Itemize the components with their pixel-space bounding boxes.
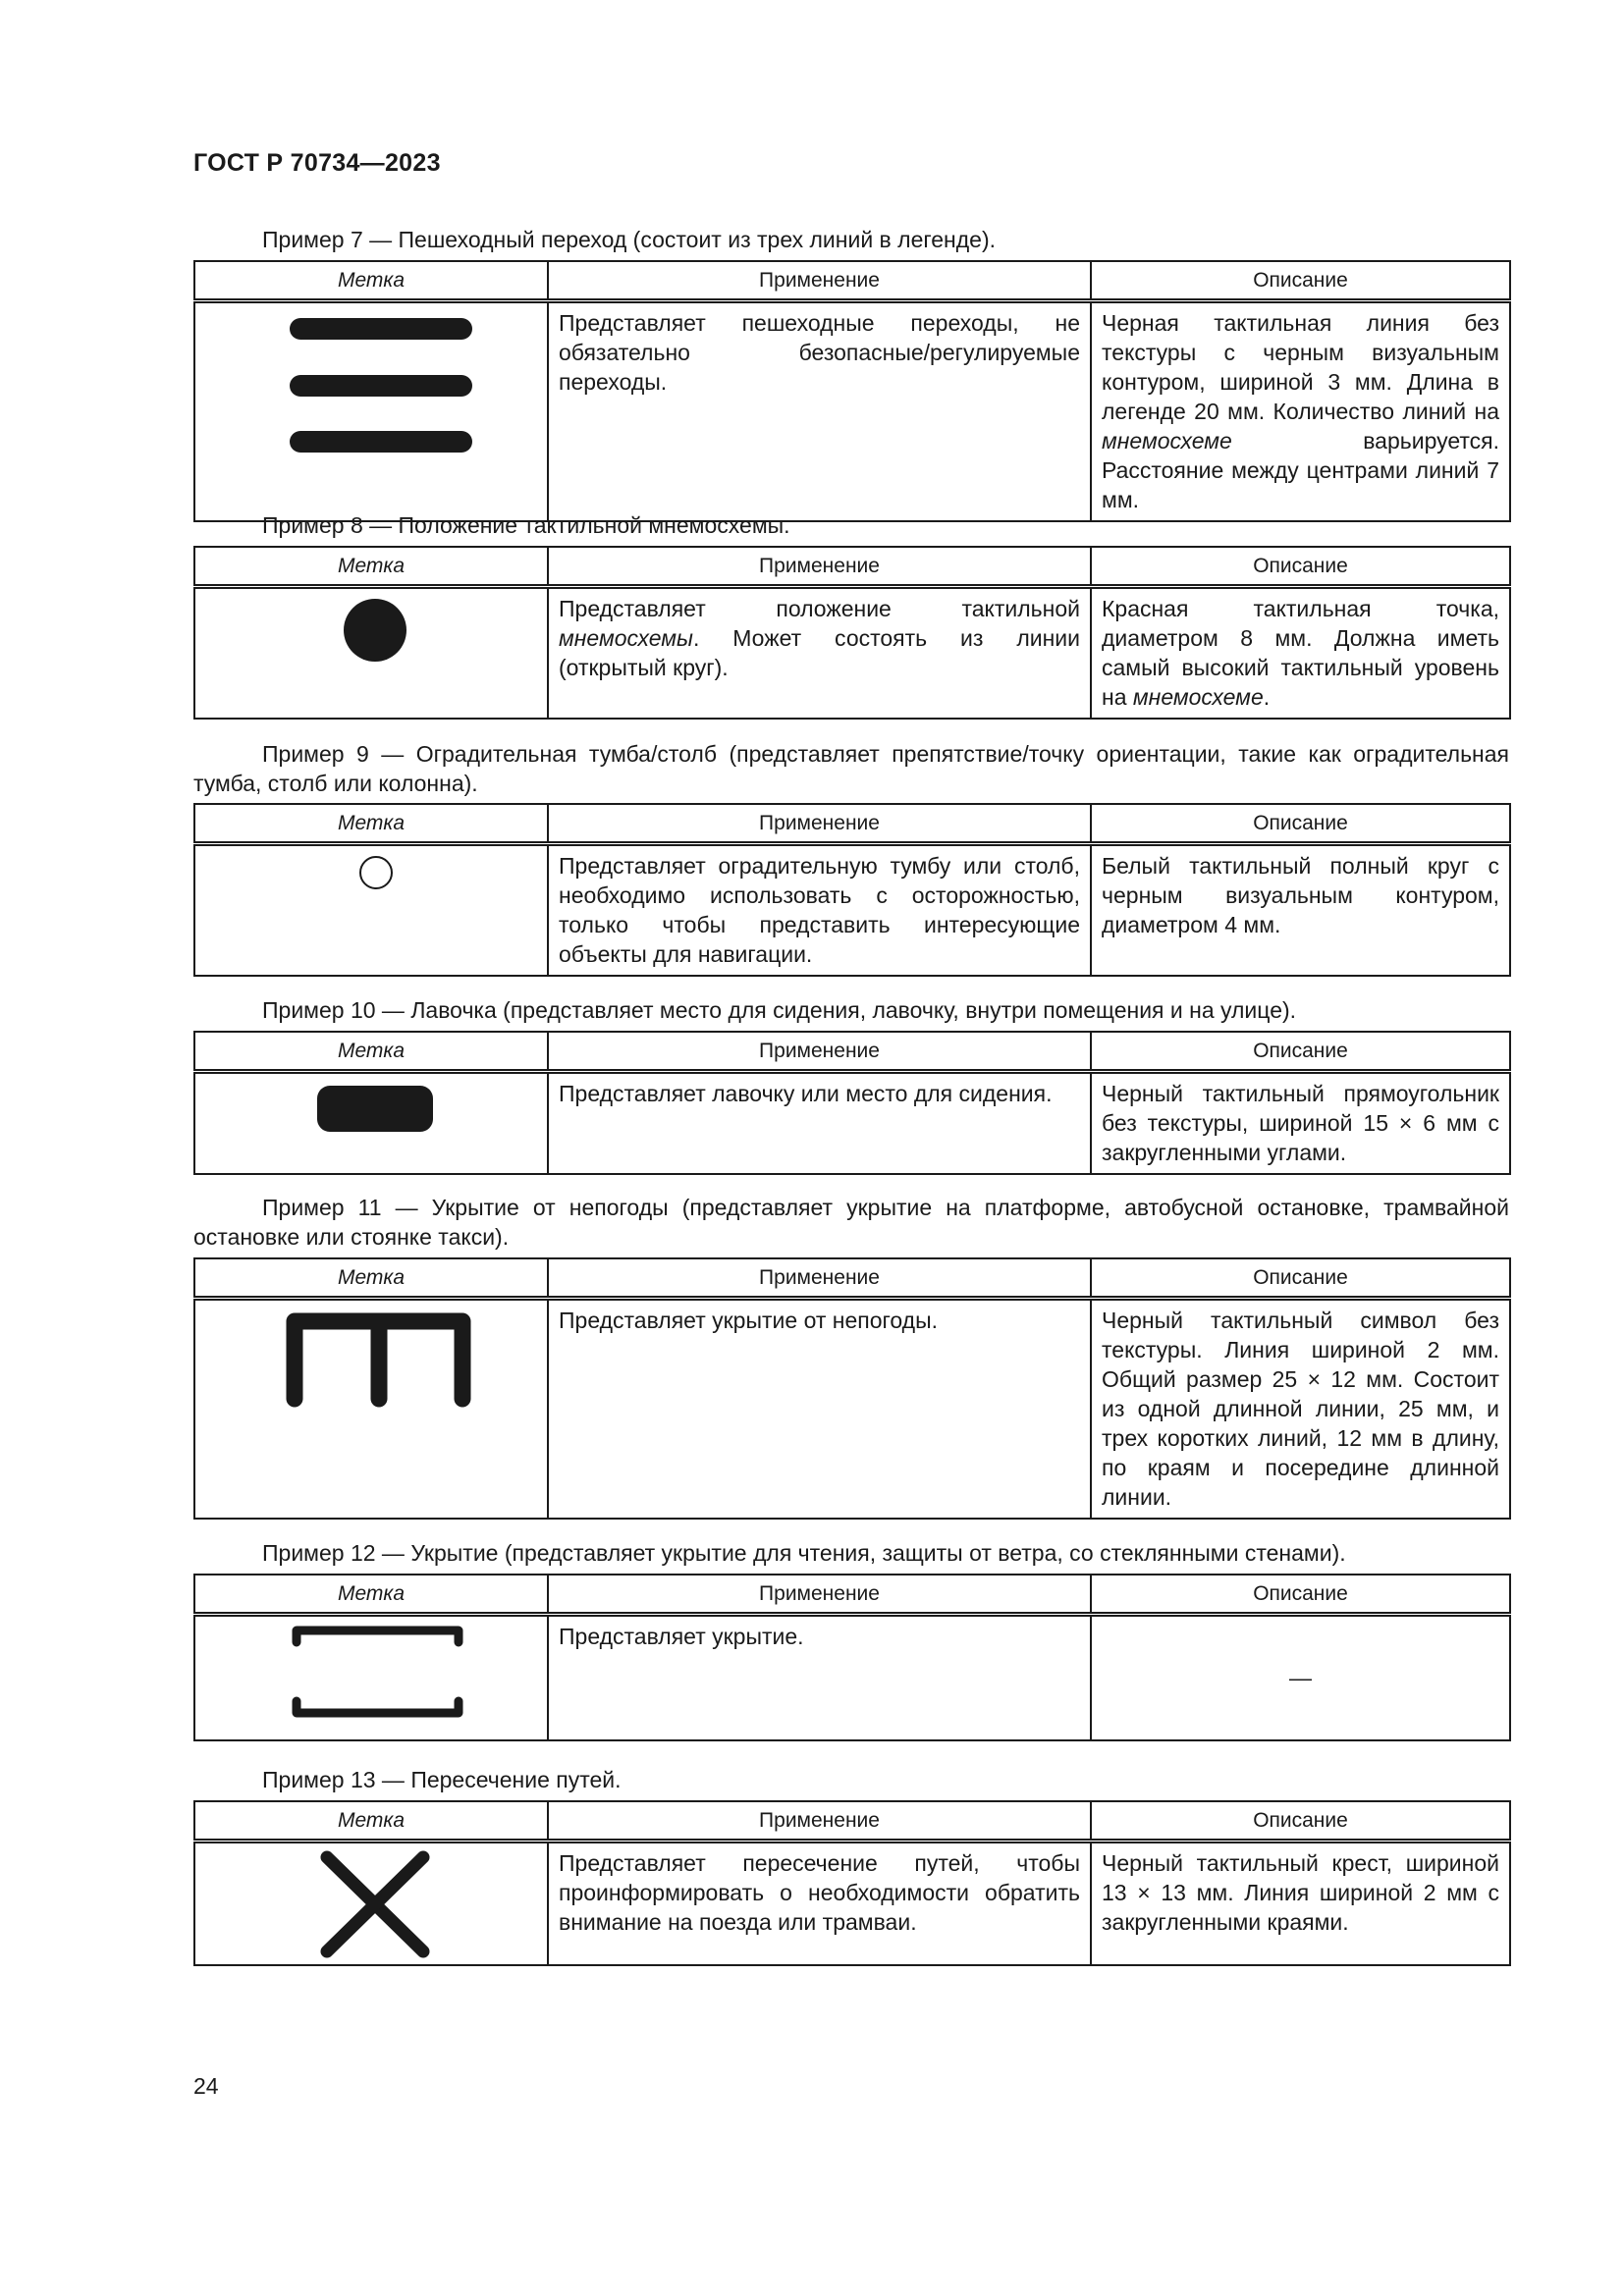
example-10-caption: Пример 10 — Лавочка (представляет место для сидения, лавочку, внутри помещения и на улице). [262, 997, 1297, 1023]
col-header-mark: Метка [194, 1032, 548, 1072]
application-cell: Представляет положение тактильной мнемосхемы. Может состоять из линии (открытый круг). [548, 587, 1091, 720]
col-header-application: Применение [548, 1801, 1091, 1842]
example-9-caption: Пример 9 — Оградительная тумба/столб (представляет препятствие/точку ориентации, такие как оградительная тумба, столб или колонна). [193, 741, 1509, 796]
example-7-table [193, 260, 1511, 522]
example-13-table [193, 1800, 1511, 1966]
example-11-caption: Пример 11 — Укрытие от непогоды (представляет укрытие на платформе, автобусной остановке, трамвайной остановке или стоянке такси). [193, 1195, 1509, 1250]
application-cell: Представляет пересечение путей, чтобы проинформировать о необходимости обратить внимание на поезда или трамваи. [548, 1842, 1091, 1965]
open-circle-icon [195, 846, 549, 972]
col-header-mark: Метка [194, 547, 548, 587]
col-header-application: Применение [548, 1032, 1091, 1072]
weather-shelter-icon [195, 1301, 549, 1514]
description-cell: Красная тактильная точка, диаметром 8 мм. Должна иметь самый высокий тактильный уровень на мнемосхеме. [1091, 587, 1510, 720]
filled-dot-icon [195, 589, 549, 717]
example-8-caption: Пример 8 — Положение тактильной мнемосхемы. [262, 512, 790, 538]
example-13-caption: Пример 13 — Пересечение путей. [262, 1767, 622, 1792]
col-header-application: Применение [548, 1575, 1091, 1615]
example-12-caption: Пример 12 — Укрытие (представляет укрытие для чтения, защиты от ветра, со стеклянными стенами). [262, 1540, 1346, 1566]
col-header-description: Описание [1091, 547, 1510, 587]
page-number: 24 [193, 2073, 219, 2099]
col-header-description: Описание [1091, 1575, 1510, 1615]
application-cell: Представляет укрытие от непогоды. [548, 1299, 1091, 1520]
application-cell: Представляет оградительную тумбу или столб, необходимо использовать с осторожностью, только чтобы представить интересующие объекты для навигации. [548, 844, 1091, 977]
col-header-description: Описание [1091, 1032, 1510, 1072]
rounded-rectangle-icon [195, 1074, 549, 1171]
symbol-cell [194, 301, 548, 522]
example-11-table [193, 1257, 1511, 1520]
col-header-mark: Метка [194, 261, 548, 301]
cross-icon [195, 1843, 549, 1967]
col-header-description: Описание [1091, 261, 1510, 301]
col-header-description: Описание [1091, 804, 1510, 844]
col-header-mark: Метка [194, 1801, 548, 1842]
example-12-table [193, 1574, 1511, 1741]
col-header-description: Описание [1091, 1801, 1510, 1842]
example-9-table [193, 803, 1511, 977]
glass-shelter-icon [195, 1617, 549, 1742]
description-cell: Черный тактильный символ без текстуры. Линия шириной 2 мм. Общий размер 25 × 12 мм. Состоит из одной длинной линии, 25 мм, и трех коротких линий, 12 мм в длину, по краям и посередине длинной линии. [1091, 1299, 1510, 1520]
col-header-application: Применение [548, 547, 1091, 587]
col-header-description: Описание [1091, 1258, 1510, 1299]
description-cell: Черный тактильный крест, шириной 13 × 13 мм. Линия шириной 2 мм с закругленными краями. [1091, 1842, 1510, 1965]
col-header-mark: Метка [194, 804, 548, 844]
symbol-cell [194, 1615, 548, 1740]
description-cell: Белый тактильный полный круг с черным визуальным контуром, диаметром 4 мм. [1091, 844, 1510, 977]
application-cell: Представляет укрытие. [548, 1615, 1091, 1740]
col-header-application: Применение [548, 1258, 1091, 1299]
symbol-cell [194, 1299, 548, 1520]
example-10-table [193, 1031, 1511, 1175]
example-8-table [193, 546, 1511, 720]
example-7-caption: Пример 7 — Пешеходный переход (состоит из трех линий в легенде). [262, 227, 997, 252]
col-header-mark: Метка [194, 1258, 548, 1299]
description-cell: Черная тактильная линия без текстуры с черным визуальным контуром, шириной 3 мм. Длина в легенде 20 мм. Количество линий на мнемосхеме варьируется. Расстояние между центрами линий 7 мм. [1091, 301, 1510, 522]
description-cell: Черный тактильный прямоугольник без текстуры, шириной 15 × 6 мм с закругленными углами. [1091, 1072, 1510, 1175]
application-cell: Представляет пешеходные переходы, не обязательно безопасные/регулируемые переходы. [548, 301, 1091, 522]
symbol-cell [194, 1072, 548, 1175]
symbol-cell [194, 844, 548, 977]
col-header-application: Применение [548, 261, 1091, 301]
crosswalk-lines-icon [195, 303, 549, 490]
col-header-application: Применение [548, 804, 1091, 844]
description-cell: — [1091, 1615, 1510, 1740]
symbol-cell [194, 1842, 548, 1965]
application-cell: Представляет лавочку или место для сидения. [548, 1072, 1091, 1175]
col-header-mark: Метка [194, 1575, 548, 1615]
symbol-cell [194, 587, 548, 720]
document-id: ГОСТ Р 70734—2023 [193, 149, 441, 177]
